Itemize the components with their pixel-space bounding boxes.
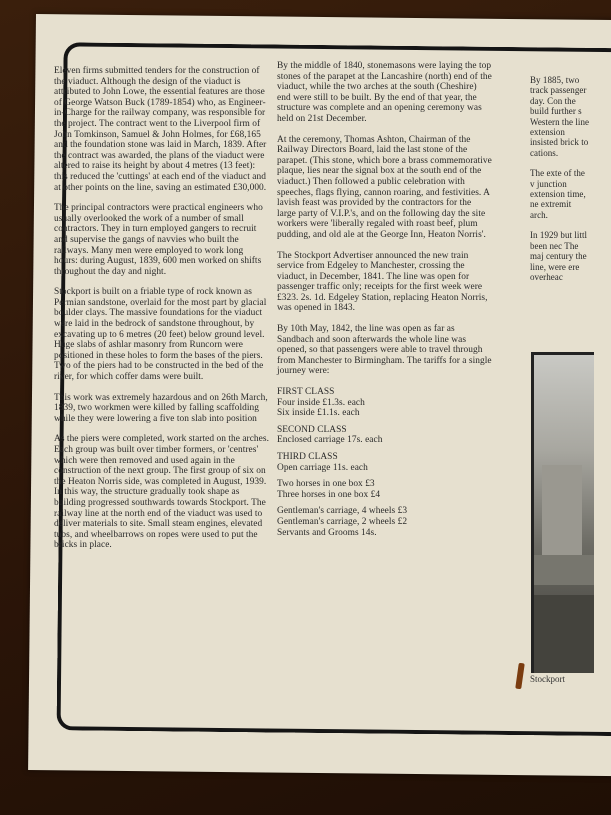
text-column-2 <box>277 61 492 544</box>
paragraph: This work was extremely hazardous and on 26th March, 1839, two workmen were killed by falling scaffolding while they were lowering a five ton slab into position <box>54 392 268 424</box>
fare-heading: SECOND CLASS <box>277 424 347 435</box>
fare-line: Gentleman's carriage, 4 wheels £3 <box>277 506 408 517</box>
paragraph: The Stockport Advertiser announced the new train service from Edgeley to Manchester, crossing the viaduct, in December, 1841. The line was open for passenger traffic only; receipts for the first week were £323. 2s. 1d. Edgeley Station, replacing Heaton Norris, was opened in 1843. <box>277 250 488 314</box>
viaduct-photo <box>531 352 594 673</box>
fare-line: Servants and Grooms 14s. <box>277 527 377 538</box>
street-shape <box>534 595 594 673</box>
fare-line: Enclosed carriage 17s. each <box>277 435 383 446</box>
fare-group <box>277 479 492 500</box>
building-shape <box>534 555 594 585</box>
text-column-1 <box>54 66 269 561</box>
fare-line: Two horses in one box £3 <box>277 479 375 490</box>
fare-line: Four inside £1.3s. each <box>277 397 365 408</box>
fare-heading: THIRD CLASS <box>277 452 338 462</box>
fare-line: Three horses in one box £4 <box>277 489 381 500</box>
text-column-3-partial <box>530 75 590 292</box>
fare-group <box>277 387 492 419</box>
fare-group <box>277 452 492 473</box>
paragraph: By 10th May, 1842, the line was open as far as Sandbach and soon afterwards the whole line was opened, so that passengers were able to travel through from Manchester to Birmingham. The tariffs for a single journey were: <box>277 324 492 377</box>
paragraph: The exte of the v junction extension time, ne extremit arch. <box>530 168 586 220</box>
paragraph: By the middle of 1840, stonemasons were laying the top stones of the parapet at the Lancashire (north) end of the viaduct, while the two arches at the south (Cheshire) end were still to be built. By the end of that year, the structure was complete and an opening ceremony was held on 21st December. <box>277 61 492 124</box>
fare-group <box>277 425 492 446</box>
fare-heading: FIRST CLASS <box>277 387 335 398</box>
paragraph: At the ceremony, Thomas Ashton, Chairman of the Railway Directors Board, laid the last stone of the parapet. (This stone, which bore a brass commemorative plaque, lies near the signal box at the south end of the viaduct.) Then followed a public celebration with speeches, flags flying, cannon roaring, and festivities. A lavish feast was provided by the contractors for the large party of V.I.P.'s, and on the following day the site workers were 'liberally regaled with roast beef, plum pudding, and old ale at the George Inn, Heaton Norris'. <box>277 134 492 240</box>
paragraph: As the piers were completed, work started on the arches. Each group was built over timber formers, or 'centres' which were then removed and used again in the construction of the next group. The first group of six on the Heaton Norris side, was completed in August, 1939. In this way, the structure gradually took shape as building progressed southwards towards Stockport. The railway line at the north end of the viaduct was used to deliver materials to site. Small steam engines, elevated tubs, and wheelbarrows on ropes were used to put the bricks in place. <box>54 434 269 551</box>
fare-line: Open carriage 11s. each <box>277 462 368 473</box>
fare-line: Six inside £1.1s. each <box>277 408 360 419</box>
photo-caption: Stockport <box>530 674 565 684</box>
paragraph: In 1929 but littl been nec The maj century the line, were ere overheac <box>530 230 588 282</box>
fare-group <box>277 506 492 538</box>
fare-list <box>277 387 492 538</box>
paragraph: Stockport is built on a friable type of rock known as Permian sandstone, overlaid for the most part by glacial boulder clays. The massive foundations for the viaduct were laid in the bedrock of sandstone throughout, by excavating up to 6 metres (20 feet) below ground level. Huge slabs of ashlar masonry from Runcorn were positioned in these holes to form the bases of the piers. Two of the piers had to be constructed in the bed of the river, for which coffer dams were built. <box>54 287 267 383</box>
paragraph: Eleven firms submitted tenders for the construction of the viaduct. Although the design of the viaduct is attributed to John Lowe, the essential features are those of George Watson Buck (1789-1854) who, as Engineer-in-Charge for the railway company, was responsible for the project. The contract went to the Liverpool firm of John Tomkinson, Samuel & John Holmes, for £68,165 and the foundation stone was laid in March, 1839. After the contract was awarded, the plans of the viaduct were altered to raise its height by about 4 metres (13 feet): this reduced the 'cuttings' at each end of the viaduct and at other points on the line, saving an estimated £30,000. <box>54 66 267 193</box>
fare-line: Gentleman's carriage, 2 wheels £2 <box>277 516 408 527</box>
paragraph: By 1885, two track passenger day. Con the build further s Western the line extension insisted brick to cations. <box>530 75 590 158</box>
paragraph: The principal contractors were practical engineers who usually overlooked the work of a number of small contractors. They in turn employed gangers to recruit and supervise the gangs of navvies who built the railways. Many men were employed to work long hours: during August, 1839, 600 men worked on shifts throughout the day and night. <box>54 203 263 277</box>
